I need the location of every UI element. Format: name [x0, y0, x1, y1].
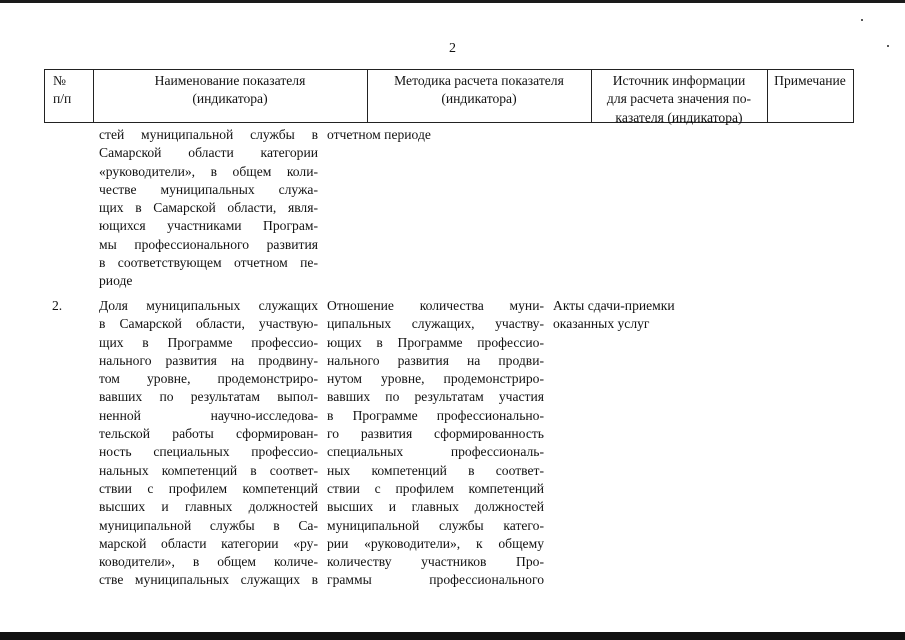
- text-line: в соответствующем отчетном пе-: [99, 255, 318, 271]
- text-line: Доля муниципальных служащих: [99, 298, 318, 313]
- text-line: нальных компетенций в соответ-: [99, 462, 318, 478]
- header-information-source: Источник информации для расчета значения по- казателя (индикатора): [606, 73, 752, 125]
- text-line: стве муниципальных служащих в: [99, 572, 318, 588]
- text-line: щих в Самарской области, явля-: [99, 200, 318, 216]
- top-border: [0, 0, 905, 3]
- text-line: щих в Программе профессио-: [99, 334, 318, 350]
- row2-calculation-method: [327, 297, 544, 590]
- text-line: ненной научно-исследова-: [99, 407, 318, 423]
- text-line: стей муниципальной службы в: [99, 127, 318, 142]
- text-line: ствии с профилем компетенций: [327, 480, 544, 496]
- text-line: оказанных услуг: [553, 316, 650, 332]
- text-line: нального развития на продвину-: [99, 352, 318, 368]
- text-line: ющих в Программе профессио-: [327, 334, 544, 350]
- text-line: рии «руководители», к общему: [327, 535, 544, 551]
- text-line: отчетном периоде: [327, 127, 431, 142]
- page-number: 2: [449, 41, 456, 56]
- text-line: специальных профессиональ-: [327, 444, 544, 460]
- bottom-border: [0, 632, 905, 640]
- header-number: № п/п: [53, 73, 72, 107]
- text-line: вавших по результатам участия: [327, 389, 544, 405]
- text-line: «руководители», в общем коли-: [99, 163, 318, 179]
- text-line: граммы профессионального: [327, 572, 544, 588]
- text-line: риоде: [99, 273, 133, 289]
- text-line: Отношение количества муни-: [327, 298, 544, 313]
- text-line: го развития сформированность: [327, 426, 544, 442]
- text-line: муниципальной службы в Са-: [99, 517, 318, 533]
- text-line: вавших по результатам выпол-: [99, 389, 318, 405]
- text-line: муниципальной службы катего-: [327, 517, 544, 533]
- header-note: Примечание: [774, 73, 846, 88]
- row2-number: 2.: [52, 298, 63, 313]
- text-line: Самарской области категории: [99, 145, 318, 161]
- text-line: марской области категории «ру-: [99, 535, 318, 551]
- text-line: в Программе профессионально-: [327, 407, 544, 423]
- row2-information-source: [553, 297, 723, 334]
- text-line: ствии с профилем компетенций: [99, 480, 318, 496]
- text-line: высших и главных должностей: [327, 499, 544, 515]
- text-line: тельской работы сформирован-: [99, 426, 318, 442]
- text-line: количеству участников Про-: [327, 554, 544, 570]
- text-line: честве муниципальных служа-: [99, 181, 318, 197]
- row1-indicator-name: [99, 126, 318, 291]
- header-indicator-name: Наименование показателя (индикатора): [154, 73, 306, 107]
- text-line: ющихся участниками Програм-: [99, 218, 318, 234]
- text-line: в Самарской области, участвую-: [99, 316, 318, 332]
- text-line: ципальных служащих, участву-: [327, 316, 544, 332]
- text-line: ководители», в общем количе-: [99, 554, 318, 570]
- header-calculation-method: Методика расчета показателя (индикатора): [394, 73, 564, 107]
- text-line: нутом уровне, продемонстриро-: [327, 371, 544, 387]
- text-line: Акты сдачи-приемки: [553, 298, 675, 313]
- text-line: ность специальных профессио-: [99, 444, 318, 460]
- row1-calculation-method: [327, 126, 544, 144]
- text-line: том уровне, продемонстриро-: [99, 371, 318, 387]
- text-line: нального развития на продви-: [327, 352, 544, 368]
- text-line: ных компетенций в соответ-: [327, 462, 544, 478]
- table-header: [44, 69, 854, 123]
- scan-speck: [861, 19, 863, 21]
- text-line: мы профессионального развития: [99, 236, 318, 252]
- row2-indicator-name: [99, 297, 318, 590]
- text-line: высших и главных должностей: [99, 499, 318, 515]
